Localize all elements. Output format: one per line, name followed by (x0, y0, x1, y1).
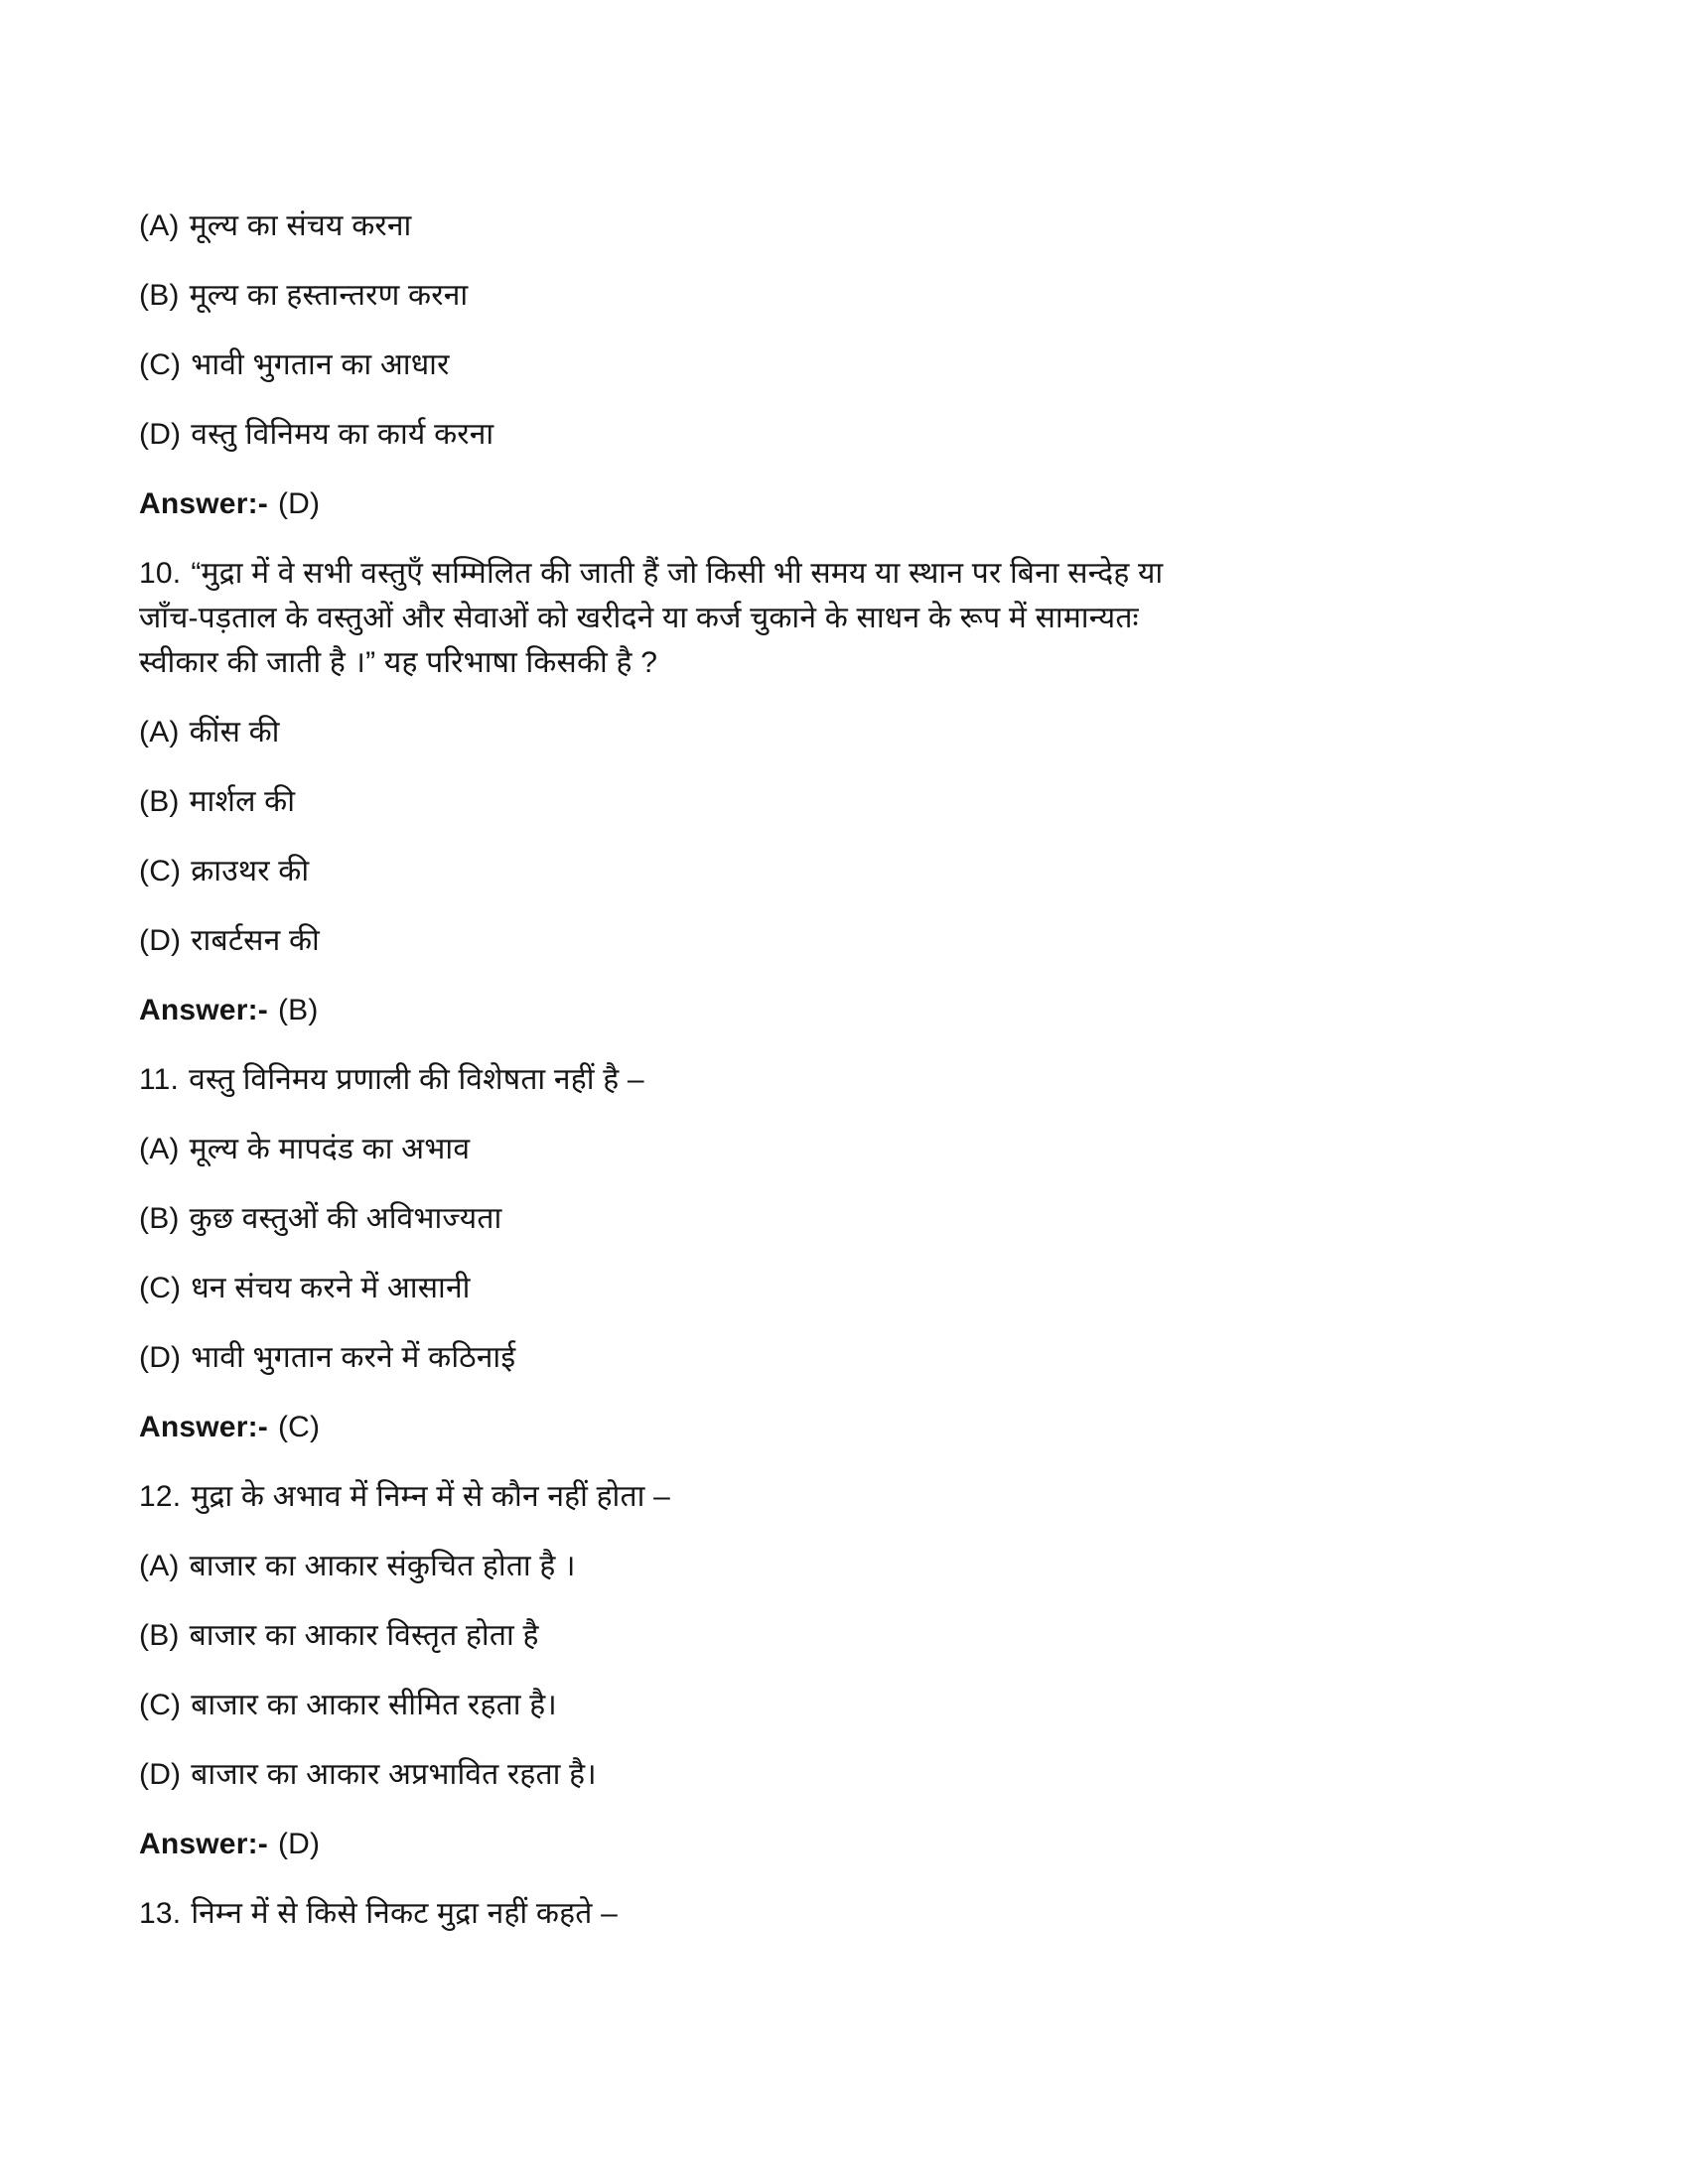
answer-line (139, 988, 1177, 1032)
question-body: मुद्रा के अभाव में निम्न में से कौन नहीं होता – (191, 1480, 671, 1513)
answer-value: (B) (277, 994, 319, 1026)
question-block-13 (139, 1891, 1177, 1936)
answer-value: (D) (277, 487, 321, 520)
question-text (139, 1891, 1177, 1936)
question-block-12 (139, 1474, 1177, 1866)
option-text: वस्तु विनिमय का कार्य करना (191, 418, 494, 451)
option-label: (D) (139, 1758, 182, 1791)
answer-value: (D) (277, 1828, 321, 1860)
option-label: (D) (139, 924, 182, 957)
option-text: क्राउथर की (191, 855, 310, 887)
option-text: कुछ वस्तुओं की अविभाज्यता (189, 1202, 502, 1235)
question-body: “मुद्रा में वे सभी वस्तुएँ सम्मिलित की जाती हैं जो किसी भी समय या स्थान पर बिना सन्देह या जाँच-पड़ताल के वस्तुओं और सेवाओं को खरीदने या कर्ज चुकाने के साधन के रूप में सामान्यतः स्वीकार की जाती है ।” यह परिभाषा किसकी है ? (139, 557, 1164, 679)
option-line (139, 1683, 1177, 1727)
option-line (139, 1544, 1177, 1588)
option-label: (C) (139, 1272, 182, 1304)
option-label: (A) (139, 1550, 180, 1582)
option-line (139, 1335, 1177, 1380)
option-line (139, 918, 1177, 963)
question-text (139, 551, 1177, 685)
option-text: कींस की (189, 716, 280, 749)
option-text: बाजार का आकार विस्तृत होता है (189, 1619, 539, 1652)
question-block-10 (139, 551, 1177, 1032)
option-line (139, 710, 1177, 754)
option-line (139, 342, 1177, 387)
question-text (139, 1474, 1177, 1519)
question-paper-content (139, 204, 1177, 1936)
option-label: (A) (139, 1133, 180, 1165)
question-text (139, 1057, 1177, 1102)
option-label: (A) (139, 209, 180, 242)
option-label: (C) (139, 855, 182, 887)
option-line (139, 1196, 1177, 1241)
option-label: (B) (139, 1202, 180, 1235)
option-text: धन संचय करने में आसानी (191, 1272, 471, 1304)
option-label: (D) (139, 1341, 182, 1374)
option-label: (C) (139, 348, 182, 381)
answer-line (139, 1822, 1177, 1866)
option-line (139, 1266, 1177, 1310)
option-text: राबर्टसन की (191, 924, 321, 957)
option-line (139, 412, 1177, 457)
question-number: 10. (139, 557, 182, 590)
option-line (139, 849, 1177, 893)
option-line (139, 779, 1177, 824)
option-line (139, 1752, 1177, 1797)
option-label: (D) (139, 418, 182, 451)
option-label: (B) (139, 1619, 180, 1652)
option-text: मार्शल की (189, 785, 296, 818)
option-text: भावी भुगतान का आधार (191, 348, 450, 381)
option-text: बाजार का आकार सीमित रहता है। (191, 1689, 557, 1721)
option-line (139, 1613, 1177, 1658)
answer-value: (C) (277, 1411, 321, 1443)
option-label: (B) (139, 279, 180, 312)
option-line (139, 273, 1177, 318)
option-label: (A) (139, 716, 180, 749)
answer-label: Answer:- (139, 1411, 268, 1443)
option-text: बाजार का आकार संकुचित होता है । (189, 1550, 576, 1582)
answer-label: Answer:- (139, 994, 268, 1026)
question-body: वस्तु विनिमय प्रणाली की विशेषता नहीं है – (189, 1063, 644, 1096)
option-text: बाजार का आकार अप्रभावित रहता है। (191, 1758, 597, 1791)
question-block-9 (139, 204, 1177, 526)
question-block-11 (139, 1057, 1177, 1449)
answer-line (139, 481, 1177, 526)
option-text: मूल्य का संचय करना (189, 209, 412, 242)
option-line (139, 204, 1177, 248)
option-label: (C) (139, 1689, 182, 1721)
option-text: भावी भुगतान करने में कठिनाई (191, 1341, 516, 1374)
question-number: 12. (139, 1480, 182, 1513)
answer-line (139, 1405, 1177, 1449)
option-label: (B) (139, 785, 180, 818)
question-number: 13. (139, 1897, 182, 1930)
answer-label: Answer:- (139, 1828, 268, 1860)
option-line (139, 1127, 1177, 1171)
option-text: मूल्य का हस्तान्तरण करना (189, 279, 469, 312)
option-text: मूल्य के मापदंड का अभाव (189, 1133, 471, 1165)
question-body: निम्न में से किसे निकट मुद्रा नहीं कहते – (191, 1897, 619, 1930)
question-number: 11. (139, 1063, 180, 1096)
answer-label: Answer:- (139, 487, 268, 520)
